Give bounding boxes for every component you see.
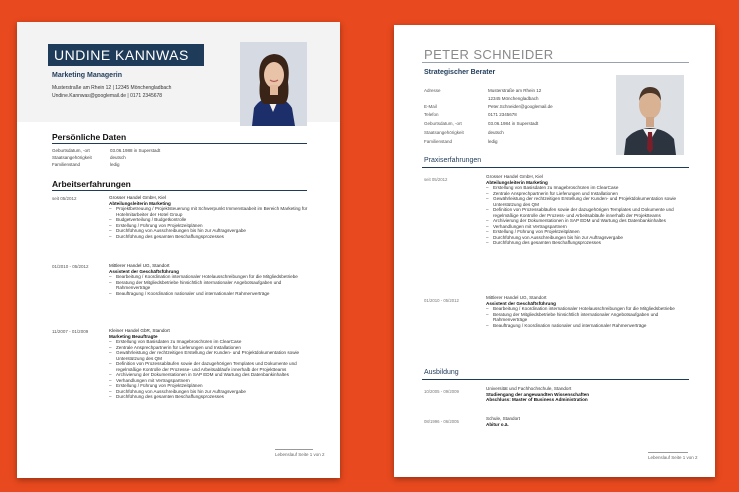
list-item: – Erstellung / Führung von Projektzeitplänen	[486, 229, 686, 235]
list-item: – Beauftragung / Koordination nationaler und internationaler Rahmenverträge	[109, 291, 309, 297]
applicant-title: Marketing Managerin	[52, 72, 123, 79]
section-divider	[422, 379, 689, 380]
list-item: – Gewährleistung der rechtzeitigen Erstellung der Kunden- und Projektdokumentation sowie Unterstützung des QM	[486, 196, 686, 207]
education-field: Abitur o.ä.	[486, 421, 509, 427]
list-item: – Zentrale Ansprechpartnerin für Lieferungen und Installationen	[109, 345, 309, 351]
list-item: – Zentrale Ansprechpartnerin für Lieferungen und Installationen	[486, 191, 686, 197]
job-entry	[109, 328, 309, 400]
experience-heading: Praxiserfahrungen	[424, 157, 482, 164]
job-entry	[109, 263, 309, 296]
education-entry	[486, 416, 686, 427]
list-item: – Erstellung von Basisdaten zu Imagebroschüren im ClearCase	[109, 339, 309, 345]
job-bullets	[486, 306, 686, 328]
job-bullets	[109, 339, 309, 400]
personal-row: Staatsangehörigkeit deutsch	[424, 130, 504, 135]
contact-block	[52, 84, 171, 100]
job-bullets	[109, 274, 309, 296]
job-company: Grosser Handel GmbH, Kiel	[109, 195, 166, 200]
applicant-photo	[616, 75, 684, 155]
applicant-name: PETER SCHNEIDER	[424, 47, 554, 62]
job-bullets	[486, 185, 686, 246]
education-field: Studiengang der angewandten Wissenschaften	[486, 391, 590, 397]
list-item: – Beauftragung / Koordination nationaler und internationaler Rahmenverträge	[486, 323, 686, 329]
job-company: Grosser Handel GmbH, Kiel	[486, 174, 543, 179]
education-heading: Ausbildung	[424, 369, 459, 376]
list-item: – Bearbeitung / Koordination internationaler Hotelausschreibungen für die Mitgliedsbetriebe	[109, 274, 309, 280]
page-footer: Lebenslauf Seite 1 von 2	[648, 455, 698, 460]
cv-page-right	[394, 25, 715, 477]
applicant-title: Strategischer Berater	[424, 69, 496, 76]
contact-address: Musterstraße am Rhein 12 | 12345 Mönchengladbach	[52, 85, 172, 91]
list-item: – Durchführung von Ausschreibungen bis hin zur Auftragsvergabe	[109, 389, 309, 395]
list-item: – Beratung der Mitgliedsbetriebe hinsichtlich internationaler Angebotsaufgaben und Rahmenverträge	[486, 312, 686, 323]
list-item: – Verhandlungen mit Vertragspartnern	[486, 224, 686, 230]
list-item: – Durchführung von Ausschreibungen bis hin zur Auftragsvergabe	[109, 228, 309, 234]
personal-row: 12345 Mönchengladbach	[488, 96, 539, 101]
education-degree: Abschluss: Master of Business Administration	[486, 397, 588, 402]
personal-row: Adresse Musterstraße am Rhein 12	[424, 88, 542, 93]
job-company: Mittlerer Handel UG, Standort	[109, 263, 170, 268]
list-item: – Verhandlungen mit Vertragspartnern	[109, 378, 309, 384]
list-item: – Budgetverteilung / Budgetkontrolle	[109, 217, 309, 223]
personal-row: Geburtsdatum, -ort 03.06.1984 in Superstadt	[424, 121, 539, 126]
job-date: seit 05/2012	[424, 177, 448, 182]
list-item: – Archivierung der Dokumentationen in SAP EDM und Wartung des Datenbankinhaltes	[109, 372, 309, 378]
job-date: seit 05/2012	[52, 196, 77, 201]
education-date: 10/2005 - 09/2009	[424, 389, 459, 394]
list-item: – Definition von Prozessabläufen sowie der dazugehörigen Templates und Dokumente und regelmäßige Kontrolle der Prozesse- und Arbeitsabläufe innerhalb der Projektteams	[109, 361, 309, 372]
education-school: Schule, Standort	[486, 416, 520, 421]
job-date: 01/2010 - 05/2012	[424, 298, 459, 303]
job-entry	[486, 295, 686, 328]
education-school: Universität und Fachhochschule, Standort	[486, 386, 572, 391]
job-date: 01/2010 - 05/2012	[52, 264, 89, 269]
job-date: 11/2007 - 01/2009	[52, 329, 89, 334]
list-item: – Erstellung / Führung von Projektzeitplänen	[109, 383, 309, 389]
footer-divider	[275, 449, 313, 450]
job-company: Mittlerer Handel UG, Standort	[486, 295, 547, 300]
job-role: Abteilungsleiterin Marketing	[486, 179, 548, 185]
job-entry	[109, 195, 309, 239]
job-bullets	[109, 206, 309, 239]
page-footer: Lebenslauf Seite 1 von 2	[275, 452, 325, 457]
contact-email-phone: Undine.Kannwas@googlemail.de | 0171 2345678	[52, 93, 163, 99]
personal-row: Familienstand ledig	[52, 162, 120, 167]
education-entry	[486, 386, 686, 403]
section-divider	[52, 190, 307, 191]
list-item: – Durchführung des gesamten Beschaffungsprozesses	[109, 394, 309, 400]
list-item: – Bearbeitung / Koordination internationaler Hotelausschreibungen für die Mitgliedsbetriebe	[486, 306, 686, 312]
personal-data-heading: Persönliche Daten	[52, 132, 127, 142]
list-item: – Archivierung der Dokumentationen in SAP EDM und Wartung des Datenbankinhaltes	[486, 218, 686, 224]
personal-row: E-Mail Peter.Schneider@googlemail.de	[424, 104, 553, 109]
job-role: Abteilungsleiterin Marketing	[109, 200, 171, 206]
section-divider	[422, 167, 689, 168]
experience-heading: Arbeitserfahrungen	[52, 179, 131, 189]
personal-row: Telefon 0171 2345678	[424, 112, 517, 117]
list-item: – Durchführung des gesamten Beschaffungsprozesses	[486, 240, 686, 246]
list-item: – Erstellung / Führung von Projektzeitplänen	[109, 223, 309, 229]
applicant-name: UNDINE KANNWAS	[48, 44, 204, 66]
list-item: – Durchführung von Ausschreibungen bis hin zur Auftragsvergabe	[486, 235, 686, 241]
list-item: – Definition von Prozessabläufen sowie der dazugehörigen Templates und Dokumente und regelmäßige Kontrolle der Prozess- und Arbeitsabläufe innerhalb der Projektteams	[486, 207, 686, 218]
personal-row: Staatsangehörigkeit deutsch	[52, 155, 126, 160]
cv-page-left	[17, 22, 340, 478]
section-divider	[52, 143, 307, 144]
list-item: – Beratung der Mitgliedsbetriebe hinsichtlich internationaler Angebotsaufgaben und Rahmenverträge	[109, 280, 309, 291]
personal-row: Geburtsdatum, -ort 03.06.1988 in Superstadt	[52, 148, 161, 153]
job-company: Kleiner Handel GbR, Standort	[109, 328, 170, 333]
education-date: 08/1996 - 06/2005	[424, 419, 459, 424]
job-role: Assistent der Geschäftsführung	[486, 300, 556, 306]
footer-divider	[648, 452, 688, 453]
personal-row: Familienstand ledig	[424, 139, 498, 144]
list-item: – Projektbetreuung / Projektsteuerung mit Schwerpunkt Immenstaabeit im Bereich Marketing für Hotelmitarbeiter der Hotel Group	[109, 206, 309, 217]
job-entry	[486, 174, 686, 246]
list-item: – Durchführung des gesamten Beschaffungsprozesses	[109, 234, 309, 240]
list-item: – Erstellung von Basisdaten zu Imagebroschüren im ClearCase	[486, 185, 686, 191]
list-item: – Gewährleistung der rechtzeitigen Erstellung der Kunden- und Projektdokumentation sowie Unterstützung des QM	[109, 350, 309, 361]
job-role: Assistent der Geschäftsführung	[109, 268, 179, 274]
applicant-photo	[240, 42, 307, 126]
name-underline	[422, 62, 689, 63]
job-role: Marketing Beauftragte	[109, 333, 158, 339]
